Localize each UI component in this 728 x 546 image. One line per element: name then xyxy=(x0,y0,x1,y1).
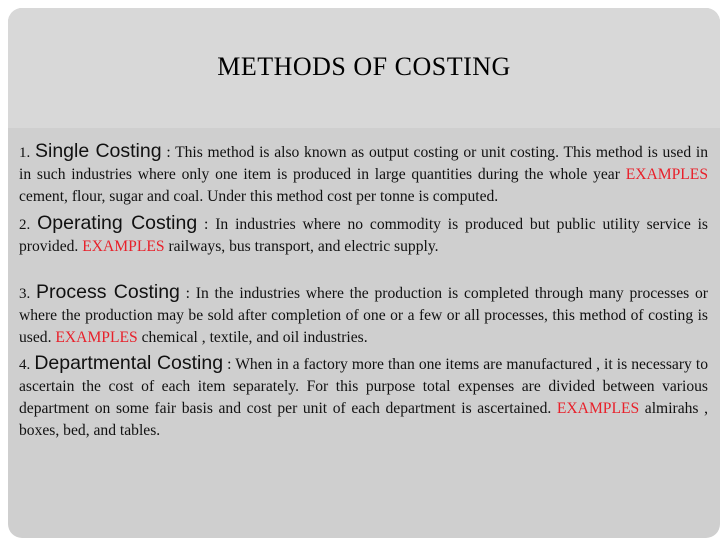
item-description: : This method is also known as output costing or unit costing. This method is used in in such industries where only one item is produced in large quantities during the whole year xyxy=(19,144,708,184)
examples-text: cement, flour, sugar and coal. Under this method cost per tonne is computed. xyxy=(19,188,499,206)
item-description: : When in a factory more than one items are manufactured , it is necessary to ascertain the cost of each item separately. For this purpose total expenses are divided between various department on some fair basis and cost per unit of each department is ascertained. xyxy=(19,355,709,418)
item-description: : In industries where no commodity is produced but public utility service is provided. xyxy=(19,215,708,255)
item-number: 2. xyxy=(19,216,31,233)
examples-text: chemical , textile, and oil industries. xyxy=(137,329,368,347)
examples-label: EXAMPLES xyxy=(55,329,138,347)
slide-body xyxy=(19,140,708,442)
item-heading: Single Costing xyxy=(35,140,162,162)
item-heading: Process Costing xyxy=(36,281,180,304)
costing-method-item xyxy=(19,352,708,443)
item-number: 1. xyxy=(19,145,31,161)
item-heading: Departmental Costing xyxy=(34,351,224,374)
costing-method-item xyxy=(19,140,708,209)
item-number: 3. xyxy=(19,286,31,303)
examples-text: railways, bus transport, and electric supply. xyxy=(164,237,439,255)
slide xyxy=(8,8,720,538)
examples-text: almirahs , boxes, bed, and tables. xyxy=(19,400,709,440)
examples-label: EXAMPLES xyxy=(625,166,708,184)
item-description: : In the industries where the production is completed through many processes or where the production may be sold after completion of one or a few or all processes, this method of costing is used. xyxy=(19,285,708,347)
costing-method-item xyxy=(19,212,708,258)
costing-method-item xyxy=(19,281,708,350)
slide-title: METHODS OF COSTING xyxy=(217,52,511,81)
examples-label: EXAMPLES xyxy=(556,400,640,418)
item-number: 4. xyxy=(19,356,31,373)
item-heading: Operating Costing xyxy=(37,211,198,234)
examples-label: EXAMPLES xyxy=(82,237,165,255)
